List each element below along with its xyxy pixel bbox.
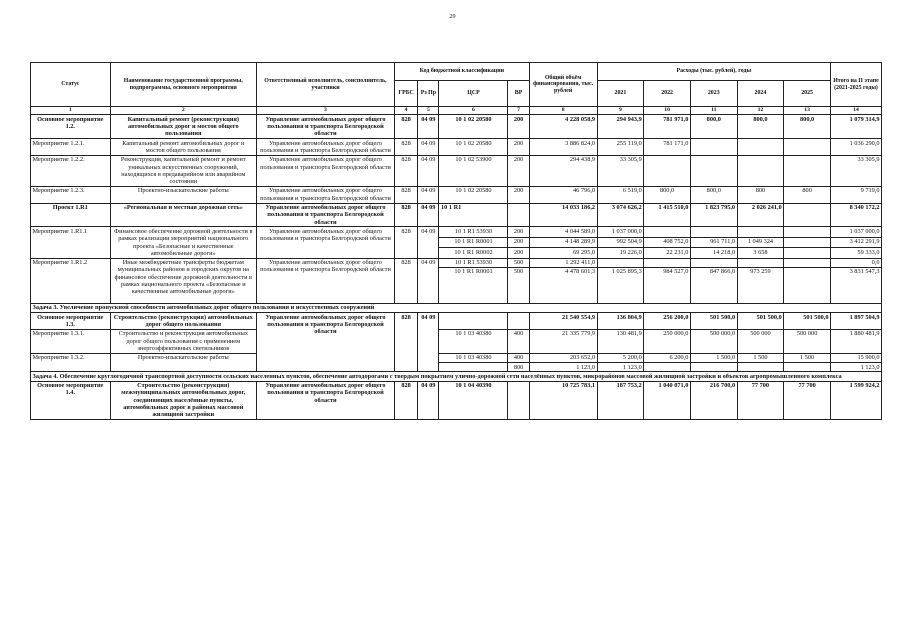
- header-responsible: Ответственный исполнитель, соисполнитель, участники: [257, 63, 395, 107]
- y2024-cell: [737, 363, 784, 372]
- table-row: [31, 139, 882, 156]
- itogo-cell: 1 880 481,9: [830, 329, 881, 353]
- task-row: [31, 372, 882, 381]
- itogo-cell: 1 037 000,0: [830, 227, 881, 237]
- header-2021: 2021: [597, 81, 644, 107]
- y2022-cell: 1 415 510,0: [644, 203, 691, 227]
- y2022-cell: [644, 155, 691, 186]
- vr-cell: 500: [508, 258, 529, 267]
- status-cell: Основное мероприятие 1.2.: [31, 115, 111, 139]
- vr-cell: 200: [508, 186, 529, 203]
- itogo-cell: 1 123,0: [830, 363, 881, 372]
- y2023-cell: 961 711,0: [690, 237, 737, 247]
- csr-cell: [439, 363, 508, 372]
- y2024-cell: [737, 155, 784, 186]
- table-row: [31, 155, 882, 186]
- status-cell: Мероприятие 1.R1.2: [31, 258, 111, 303]
- header-grbs: ГРБС: [394, 81, 417, 107]
- csr-cell: 10 1 R1 R0001: [439, 237, 508, 247]
- vr-cell: 200: [508, 248, 529, 258]
- y2023-cell: [690, 139, 737, 156]
- rz-cell: 04 09: [418, 155, 439, 186]
- itogo-cell: 33 305,9: [830, 155, 881, 186]
- total-cell: 46 796,0: [529, 186, 597, 203]
- total-cell: 294 438,9: [529, 155, 597, 186]
- y2021-cell: 6 519,0: [597, 186, 644, 203]
- table-row: [31, 203, 882, 227]
- col-num: 10: [644, 107, 691, 115]
- name-cell: «Региональная и местная дорожная сеть»: [110, 203, 256, 227]
- total-cell: 14 033 186,2: [529, 203, 597, 227]
- y2023-cell: 1 500,0: [690, 353, 737, 362]
- csr-cell: 10 1 R1 53930: [439, 258, 508, 267]
- csr-cell: 10 1 R1 R0001: [439, 267, 508, 303]
- grbs-cell: 828: [394, 155, 417, 186]
- y2022-cell: 256 200,0: [644, 313, 691, 330]
- y2021-cell: [597, 258, 644, 267]
- header-name: Наименование государственной программы, подпрограммы, основного мероприятия: [110, 63, 256, 107]
- budget-table: [30, 62, 882, 420]
- y2023-cell: [690, 227, 737, 237]
- status-cell: Основное мероприятие 1.3.: [31, 313, 111, 330]
- col-num: 1: [31, 107, 111, 115]
- responsible-cell: Управление автомобильных дорог общего пользования и транспорта Белгородской области: [257, 186, 395, 203]
- y2024-cell: [737, 258, 784, 267]
- y2021-cell: 33 305,9: [597, 155, 644, 186]
- status-cell: Проект 1.R1: [31, 203, 111, 227]
- total-cell: 1 123,0: [529, 363, 597, 372]
- total-cell: 4 228 058,9: [529, 115, 597, 139]
- col-num: 13: [784, 107, 831, 115]
- vr-cell: 500: [508, 267, 529, 303]
- y2024-cell: 77 700: [737, 381, 784, 419]
- itogo-cell: 0,0: [830, 258, 881, 267]
- col-num: 14: [830, 107, 881, 115]
- rz-cell: 04 09: [418, 186, 439, 203]
- name-cell: Строительство (реконструкция) автомобильных дорог общего пользования: [110, 313, 256, 330]
- y2022-cell: 800,0: [644, 186, 691, 203]
- y2025-cell: 800: [784, 186, 831, 203]
- status-cell: Мероприятие 1.3.2.: [31, 353, 111, 372]
- y2023-cell: 14 218,0: [690, 248, 737, 258]
- vr-cell: 200: [508, 155, 529, 186]
- y2021-cell: 5 200,0: [597, 353, 644, 362]
- y2022-cell: 408 752,0: [644, 237, 691, 247]
- total-cell: 1 292 411,0: [529, 258, 597, 267]
- page-number: 29: [449, 14, 456, 20]
- total-cell: 10 725 783,1: [529, 381, 597, 419]
- header-2022: 2022: [644, 81, 691, 107]
- vr-cell: 800: [508, 363, 529, 372]
- y2025-cell: 1 500: [784, 353, 831, 362]
- y2022-cell: 250 000,0: [644, 329, 691, 353]
- header-csr: ЦСР: [439, 81, 508, 107]
- total-cell: 21 540 554,9: [529, 313, 597, 330]
- y2025-cell: 800,0: [784, 115, 831, 139]
- column-number-row: [31, 107, 882, 115]
- responsible-cell: Управление автомобильных дорог общего пользования и транспорта Белгородской области: [257, 381, 395, 419]
- responsible-cell: Управление автомобильных дорог общего пользования и транспорта Белгородской области: [257, 139, 395, 156]
- total-cell: 203 652,0: [529, 353, 597, 362]
- grbs-cell: 828: [394, 258, 417, 303]
- vr-cell: [508, 203, 529, 227]
- name-cell: Проектно-изыскательские работы: [110, 186, 256, 203]
- y2024-cell: 973 259: [737, 267, 784, 303]
- y2021-cell: 255 119,0: [597, 139, 644, 156]
- name-cell: Проектно-изыскательские работы: [110, 353, 256, 372]
- y2021-cell: 294 943,9: [597, 115, 644, 139]
- task-3-heading: Задача 3. Увеличение пропускной способности автомобильных дорог общего пользования и искусственных сооружений: [31, 303, 882, 312]
- y2021-cell: 3 074 626,2: [597, 203, 644, 227]
- header-2023: 2023: [690, 81, 737, 107]
- table-row: [31, 115, 882, 139]
- itogo-cell: 8 340 172,2: [830, 203, 881, 227]
- itogo-cell: 3 412 291,9: [830, 237, 881, 247]
- y2023-cell: 500 000,0: [690, 329, 737, 353]
- name-cell: Реконструкция, капитальный ремонт и ремонт уникальных искусственных сооружений, находящихся в предаварийном или аварийном состоянии: [110, 155, 256, 186]
- name-cell: Строительство и реконструкция автомобильных дорог общего пользования с применением энергоэффективных светильников: [110, 329, 256, 353]
- itogo-cell: 59 333,0: [830, 248, 881, 258]
- y2023-cell: [690, 258, 737, 267]
- table-row: [31, 381, 882, 419]
- y2022-cell: 984 527,0: [644, 267, 691, 303]
- grbs-cell: 828: [394, 381, 417, 419]
- itogo-cell: 1 599 924,2: [830, 381, 881, 419]
- y2024-cell: 800,0: [737, 115, 784, 139]
- total-cell: 4 148 289,9: [529, 237, 597, 247]
- y2025-cell: [784, 267, 831, 303]
- col-num: 9: [597, 107, 644, 115]
- rz-cell: 04 09: [418, 203, 439, 227]
- y2021-cell: 992 504,9: [597, 237, 644, 247]
- name-cell: Строительство (реконструкция) межмуниципальных автомобильных дорог, соединяющих населённые пункты, автомобильных дорог в районах массовой жилищной застройки: [110, 381, 256, 419]
- csr-cell: 10 1 R1 R0002: [439, 248, 508, 258]
- status-cell: Мероприятие 1.2.3.: [31, 186, 111, 203]
- csr-cell: 10 1 03 40380: [439, 329, 508, 353]
- rz-cell: 04 09: [418, 381, 439, 419]
- csr-cell: 10 1 04 40390: [439, 381, 508, 419]
- vr-cell: 200: [508, 227, 529, 237]
- responsible-cell: Управление автомобильных дорог общего пользования и транспорта Белгородской области: [257, 203, 395, 227]
- y2021-cell: 19 226,0: [597, 248, 644, 258]
- responsible-cell: Управление автомобильных дорог общего пользования и транспорта Белгородской области: [257, 115, 395, 139]
- header-2025: 2025: [784, 81, 831, 107]
- responsible-cell: Управление автомобильных дорог общего пользования и транспорта Белгородской области: [257, 227, 395, 258]
- total-cell: 3 886 824,0: [529, 139, 597, 156]
- name-cell: Капитальный ремонт (реконструкция) автомобильных дорог и мостов общего пользования: [110, 115, 256, 139]
- itogo-cell: 3 831 547,3: [830, 267, 881, 303]
- y2023-cell: 800,0: [690, 186, 737, 203]
- itogo-cell: 15 900,0: [830, 353, 881, 362]
- csr-cell: [439, 313, 508, 330]
- y2021-cell: 136 804,9: [597, 313, 644, 330]
- grbs-cell: 828: [394, 186, 417, 203]
- itogo-cell: 1 036 290,0: [830, 139, 881, 156]
- csr-cell: 10 1 02 20580: [439, 115, 508, 139]
- col-num: 6: [439, 107, 508, 115]
- y2025-cell: 500 000: [784, 329, 831, 353]
- y2022-cell: [644, 227, 691, 237]
- status-cell: Мероприятие 1.R1.1: [31, 227, 111, 258]
- y2023-cell: 800,0: [690, 115, 737, 139]
- status-cell: Мероприятие 1.2.2.: [31, 155, 111, 186]
- table-row: [31, 186, 882, 203]
- header-vr: ВР: [508, 81, 529, 107]
- vr-cell: 200: [508, 237, 529, 247]
- grbs-cell: 828: [394, 203, 417, 227]
- col-num: 5: [418, 107, 439, 115]
- grbs-cell: 828: [394, 227, 417, 258]
- y2021-cell: 187 753,2: [597, 381, 644, 419]
- y2021-cell: 1 037 000,0: [597, 227, 644, 237]
- table-row: [31, 258, 882, 267]
- y2021-cell: 130 481,9: [597, 329, 644, 353]
- responsible-cell: Управление автомобильных дорог общего пользования и транспорта Белгородской области: [257, 258, 395, 303]
- itogo-cell: 9 719,0: [830, 186, 881, 203]
- header-stage-total: Итого на II этапе (2021-2025 годы): [830, 63, 881, 107]
- total-cell: 69 295,0: [529, 248, 597, 258]
- y2025-cell: [784, 139, 831, 156]
- rz-cell: 04 09: [418, 258, 439, 303]
- table-row: [31, 353, 882, 362]
- rz-cell: 04 09: [418, 227, 439, 258]
- y2024-cell: [737, 227, 784, 237]
- y2024-cell: 501 500,0: [737, 313, 784, 330]
- grbs-cell: 828: [394, 139, 417, 156]
- y2025-cell: [784, 203, 831, 227]
- vr-cell: 400: [508, 329, 529, 353]
- y2024-cell: 1 049 324: [737, 237, 784, 247]
- csr-cell: 10 1 R1: [439, 203, 508, 227]
- responsible-cell: Управление автомобильных дорог общего пользования и транспорта Белгородской области: [257, 313, 395, 372]
- vr-cell: 200: [508, 139, 529, 156]
- csr-cell: 10 1 03 40380: [439, 353, 508, 362]
- header-status: Статус: [31, 63, 111, 107]
- rz-cell: 04 09: [418, 115, 439, 139]
- name-cell: Финансовое обеспечение дорожной деятельности в рамках реализации мероприятий национального проекта «Безопасные и качественные автомобильные дороги»: [110, 227, 256, 258]
- name-cell: Иные межбюджетные трансферты бюджетам муниципальных районов и городских округов на финансовое обеспечение дорожной деятельности в рамках национального проекта «Безопасные и качественные автомобильные дороги»: [110, 258, 256, 303]
- y2022-cell: [644, 363, 691, 372]
- vr-cell: [508, 313, 529, 330]
- col-num: 4: [394, 107, 417, 115]
- y2023-cell: 1 823 795,0: [690, 203, 737, 227]
- y2022-cell: 22 231,0: [644, 248, 691, 258]
- table-row: [31, 227, 882, 237]
- col-num: 7: [508, 107, 529, 115]
- grbs-cell: 828: [394, 115, 417, 139]
- vr-cell: 400: [508, 353, 529, 362]
- header-rz-pr: Рз Пр: [418, 81, 439, 107]
- y2023-cell: 501 500,0: [690, 313, 737, 330]
- csr-cell: 10 1 02 20580: [439, 186, 508, 203]
- y2022-cell: 781 171,0: [644, 139, 691, 156]
- y2025-cell: 501 500,0: [784, 313, 831, 330]
- y2024-cell: 800: [737, 186, 784, 203]
- table-row: [31, 329, 882, 353]
- y2025-cell: 77 700: [784, 381, 831, 419]
- itogo-cell: 1 079 314,9: [830, 115, 881, 139]
- y2023-cell: [690, 363, 737, 372]
- col-num: 11: [690, 107, 737, 115]
- header-2024: 2024: [737, 81, 784, 107]
- task-4-heading: Задача 4. Обеспечение круглогодичной транспортной доступности сельских населенных пунктов, обеспечение автодорогами с твердым покрытием улично-дорожной сети населённых пунктов, микрорайонов массовой жилищной застройки и объектов агропромышленного комплекса: [31, 372, 882, 381]
- total-cell: 4 044 589,0: [529, 227, 597, 237]
- y2024-cell: 1 500: [737, 353, 784, 362]
- rz-cell: 04 09: [418, 313, 439, 372]
- col-num: 8: [529, 107, 597, 115]
- y2024-cell: [737, 139, 784, 156]
- col-num: 12: [737, 107, 784, 115]
- y2024-cell: 2 026 241,0: [737, 203, 784, 227]
- header-total: Общий объём финансирования, тыс. рублей: [529, 63, 597, 107]
- y2025-cell: [784, 155, 831, 186]
- y2025-cell: [784, 248, 831, 258]
- y2024-cell: 3 658: [737, 248, 784, 258]
- status-cell: Основное мероприятие 1.4.: [31, 381, 111, 419]
- y2021-cell: 1 025 895,3: [597, 267, 644, 303]
- total-cell: 21 335 779,9: [529, 329, 597, 353]
- y2025-cell: [784, 258, 831, 267]
- y2023-cell: [690, 155, 737, 186]
- y2025-cell: [784, 227, 831, 237]
- table-row: [31, 313, 882, 330]
- y2022-cell: 6 200,0: [644, 353, 691, 362]
- task-row: [31, 303, 882, 312]
- y2021-cell: 1 123,0: [597, 363, 644, 372]
- col-num: 2: [110, 107, 256, 115]
- vr-cell: [508, 381, 529, 419]
- status-cell: Мероприятие 1.2.1.: [31, 139, 111, 156]
- y2025-cell: [784, 363, 831, 372]
- y2022-cell: 781 971,0: [644, 115, 691, 139]
- col-num: 3: [257, 107, 395, 115]
- itogo-cell: 1 897 504,9: [830, 313, 881, 330]
- csr-cell: 10 1 02 20580: [439, 139, 508, 156]
- total-cell: 4 478 601,3: [529, 267, 597, 303]
- rz-cell: 04 09: [418, 139, 439, 156]
- header-expenses: Расходы (тыс. рублей), годы: [597, 63, 830, 81]
- y2023-cell: 847 866,0: [690, 267, 737, 303]
- csr-cell: 10 1 02 53900: [439, 155, 508, 186]
- header-budget-code: Код бюджетной классификации: [394, 63, 529, 81]
- name-cell: Капитальный ремонт автомобильных дорог и мостов общего пользования: [110, 139, 256, 156]
- responsible-cell: Управление автомобильных дорог общего пользования и транспорта Белгородской области: [257, 155, 395, 186]
- y2025-cell: [784, 237, 831, 247]
- y2024-cell: 500 000: [737, 329, 784, 353]
- csr-cell: 10 1 R1 53930: [439, 227, 508, 237]
- y2023-cell: 216 700,0: [690, 381, 737, 419]
- y2022-cell: 1 040 071,0: [644, 381, 691, 419]
- status-cell: Мероприятие 1.3.1.: [31, 329, 111, 353]
- vr-cell: 200: [508, 115, 529, 139]
- y2022-cell: [644, 258, 691, 267]
- grbs-cell: 828: [394, 313, 417, 372]
